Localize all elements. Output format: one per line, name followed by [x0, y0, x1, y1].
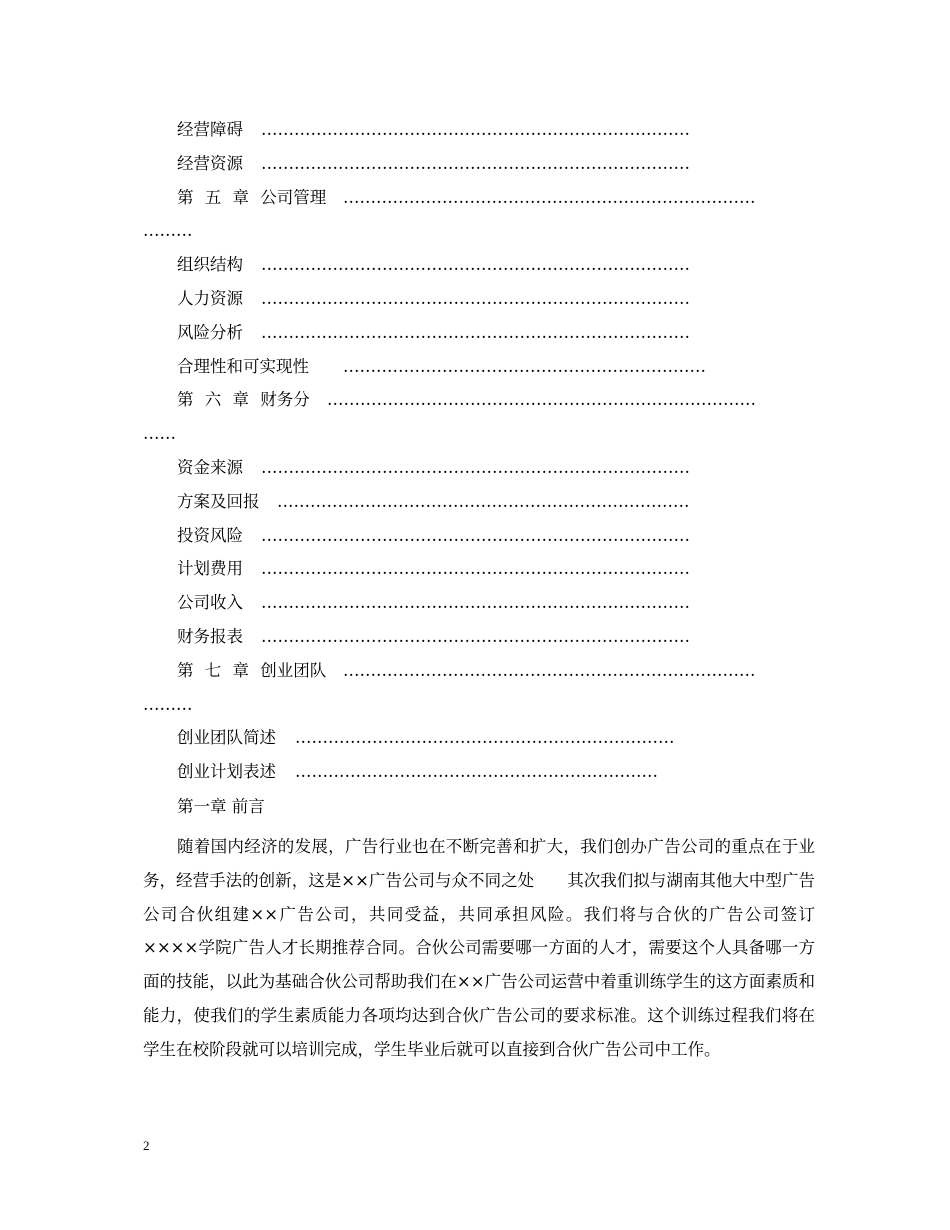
- toc-entry[interactable]: [143, 253, 823, 287]
- toc-label: 投资风险: [177, 525, 243, 545]
- toc-label: 第 六 章 财务分: [177, 390, 310, 410]
- toc-entry-wrap: [143, 693, 823, 727]
- toc-entry[interactable]: [143, 388, 823, 422]
- toc-entry[interactable]: [143, 490, 823, 524]
- toc-entry[interactable]: [143, 591, 823, 625]
- toc-leader: …………………………………………………………: [295, 762, 658, 782]
- toc-leader-continued: ………: [143, 221, 193, 241]
- chapter-heading: 第一章 前言: [177, 797, 265, 816]
- toc-label: 计划费用: [177, 559, 243, 579]
- toc-entry[interactable]: [143, 659, 823, 693]
- toc-leader: ……………………………………………………………………: [261, 457, 690, 477]
- toc-entry[interactable]: [143, 760, 823, 794]
- toc-label: 第 七 章 创业团队: [177, 660, 327, 680]
- toc-label: 公司收入: [177, 593, 243, 613]
- toc-entry-wrap: [143, 422, 823, 456]
- body-paragraph: 随着国内经济的发展，广告行业也在不断完善和扩大，我们创办广告公司的重点在于业务，经营手法的创新，这是××广告公司与众不同之处 其次我们拟与湖南其他大中型广告公司合伙组建××广告公司，共同受益，共同承担风险。我们将与合伙的广告公司签订××××学院广告人才长期推荐合同。合伙公司需要哪一方面的人才，需要这个人具备哪一方面的技能，以此为基础合伙公司帮助我们在××广告公司运营中着重训练学生的这方面素质和能力，使我们的学生素质能力各项均达到合伙广告公司的要求标准。这个训练过程我们将在学生在校阶段就可以培训完成，学生毕业后就可以直接到合伙广告公司中工作。: [143, 837, 815, 1059]
- toc-entry[interactable]: [143, 186, 823, 220]
- toc-entry[interactable]: [143, 287, 823, 321]
- toc-leader: ……………………………………………………………………: [261, 153, 690, 173]
- toc-label: 合理性和可实现性: [177, 356, 309, 376]
- toc-label: 资金来源: [177, 457, 243, 477]
- toc-entry-wrap: [143, 219, 823, 253]
- toc-leader: …………………………………………………………………: [277, 491, 690, 511]
- toc-leader: ……………………………………………………………………: [261, 525, 690, 545]
- page-number: 2: [143, 1138, 150, 1153]
- toc-label: 第 五 章 公司管理: [177, 187, 327, 207]
- toc-leader: ……………………………………………………………………: [261, 593, 690, 613]
- toc-label: 财务报表: [177, 626, 243, 646]
- toc-entry[interactable]: [143, 625, 823, 659]
- toc-leader-continued: ……: [143, 424, 176, 444]
- toc-entry[interactable]: [143, 118, 823, 152]
- toc-label: 组织结构: [177, 255, 243, 275]
- toc-label: 方案及回报: [177, 491, 260, 511]
- toc-label: 人力资源: [177, 288, 243, 308]
- toc-leader: ……………………………………………………………………: [261, 322, 690, 342]
- toc-entry[interactable]: [143, 321, 823, 355]
- toc-leader: …………………………………………………………………: [343, 187, 756, 207]
- toc-leader-continued: ………: [143, 694, 193, 714]
- toc-leader: ……………………………………………………………………: [261, 120, 690, 139]
- toc-label: 创业团队简述: [177, 728, 276, 748]
- table-of-contents: [143, 118, 823, 794]
- toc-entry[interactable]: [143, 726, 823, 760]
- toc-label: 经营资源: [177, 153, 243, 173]
- toc-leader: ……………………………………………………………: [295, 728, 675, 748]
- toc-leader: ……………………………………………………………………: [261, 626, 690, 646]
- toc-label: 经营障碍: [177, 120, 243, 139]
- toc-leader: ……………………………………………………………………: [261, 288, 690, 308]
- toc-leader: ……………………………………………………………………: [261, 255, 690, 275]
- toc-entry[interactable]: [143, 557, 823, 591]
- toc-leader: …………………………………………………………: [343, 356, 706, 376]
- toc-leader: …………………………………………………………………: [343, 660, 756, 680]
- toc-leader: ……………………………………………………………………: [261, 559, 690, 579]
- toc-entry[interactable]: [143, 524, 823, 558]
- toc-entry[interactable]: [143, 355, 823, 389]
- toc-entry[interactable]: [143, 456, 823, 490]
- toc-label: 风险分析: [177, 322, 243, 342]
- toc-label: 创业计划表述: [177, 762, 276, 782]
- toc-leader: ……………………………………………………………………: [327, 390, 756, 410]
- toc-entry[interactable]: [143, 152, 823, 186]
